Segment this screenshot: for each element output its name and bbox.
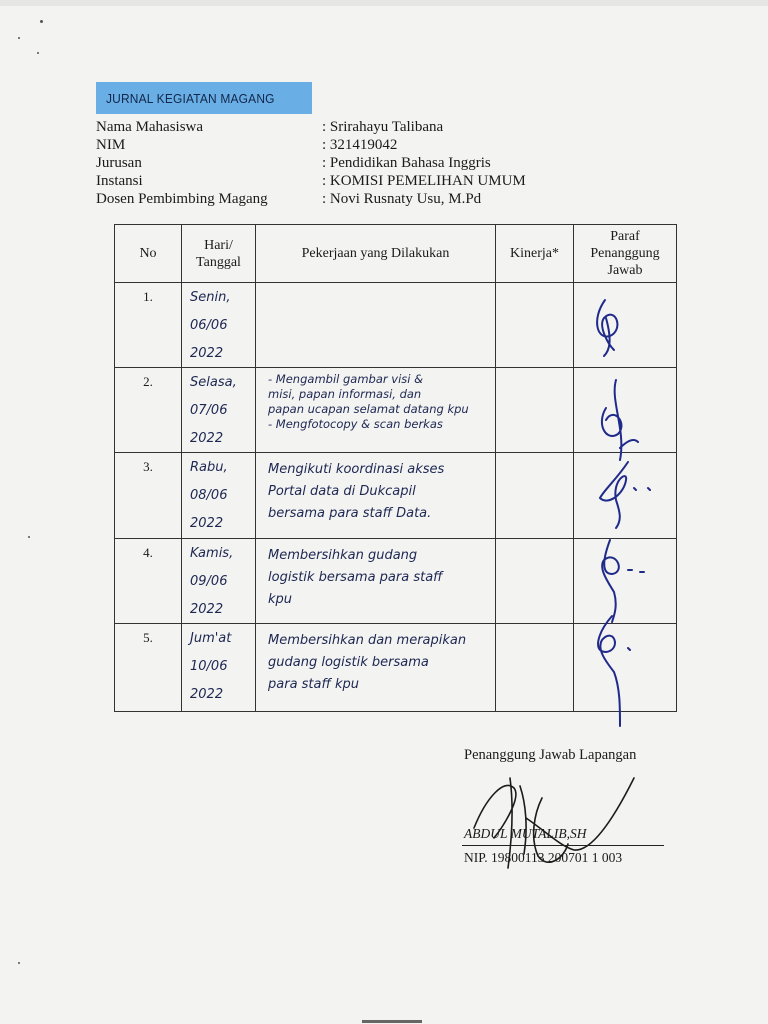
info-label: Nama Mahasiswa — [96, 119, 204, 135]
row-date-cell — [182, 624, 256, 712]
row-year: 2022 — [190, 346, 224, 361]
row-date: 07/06 — [190, 403, 228, 418]
row-work-cell — [256, 539, 496, 624]
journal-title-banner — [96, 82, 312, 114]
header-paraf-line1: Paraf — [610, 229, 640, 244]
row-date: 08/06 — [190, 488, 228, 503]
scan-bottom-mark — [362, 1020, 422, 1023]
signature-block — [464, 746, 704, 865]
row-day: Jum'at — [190, 631, 232, 646]
table-row — [115, 539, 677, 624]
info-row — [96, 154, 576, 172]
row-year: 2022 — [190, 516, 224, 531]
journal-title: JURNAL KEGIATAN MAGANG — [106, 90, 275, 106]
header-performance: Kinerja* — [496, 225, 574, 283]
info-value: : Novi Rusnaty Usu, M.Pd — [322, 191, 482, 207]
work-line: bersama para staff Data. — [268, 506, 432, 521]
info-value: : Srirahayu Talibana — [322, 119, 444, 135]
row-year: 2022 — [190, 431, 224, 446]
row-date: 06/06 — [190, 318, 228, 333]
info-row — [96, 118, 576, 136]
header-paraf — [574, 225, 677, 283]
work-line: misi, papan informasi, dan — [268, 387, 422, 401]
row-number: 1. — [115, 283, 182, 368]
row-work-text — [256, 624, 495, 696]
row-paraf-cell — [574, 624, 677, 712]
info-value: : KOMISI PEMELIHAN UMUM — [322, 173, 526, 189]
row-work-cell — [256, 624, 496, 712]
scan-speck — [18, 37, 20, 39]
info-row — [96, 172, 576, 190]
row-day: Senin, — [190, 290, 231, 305]
scan-speck — [28, 536, 30, 538]
student-info-block — [96, 118, 576, 208]
row-number: 2. — [115, 368, 182, 453]
row-paraf-cell — [574, 283, 677, 368]
info-label: Instansi — [96, 173, 143, 189]
row-work-cell — [256, 283, 496, 368]
activity-table — [114, 224, 677, 712]
info-value: : 321419042 — [322, 137, 398, 153]
row-date: 09/06 — [190, 574, 228, 589]
row-year: 2022 — [190, 602, 224, 617]
header-date — [182, 225, 256, 283]
row-day: Rabu, — [190, 460, 228, 475]
row-performance-cell — [496, 624, 574, 712]
info-label: Jurusan — [96, 155, 142, 171]
row-number: 5. — [115, 624, 182, 712]
info-row — [96, 190, 576, 208]
signature-rule — [462, 845, 664, 846]
header-paraf-line3: Jawab — [607, 263, 643, 278]
row-performance-cell — [496, 539, 574, 624]
table-row — [115, 283, 677, 368]
work-line: Membersihkan dan merapikan — [268, 633, 467, 648]
row-day: Kamis, — [190, 546, 234, 561]
row-date-cell — [182, 453, 256, 539]
info-label: NIM — [96, 137, 126, 153]
row-work-text — [256, 539, 495, 611]
row-date-cell — [182, 539, 256, 624]
row-work-cell — [256, 368, 496, 453]
signature-name: ABDUL MUTALIB,SH — [464, 826, 587, 841]
header-date-line1: Hari/ — [204, 237, 233, 253]
table-header-row — [115, 225, 677, 283]
info-label: Dosen Pembimbing Magang — [96, 191, 268, 207]
scan-speck — [18, 962, 20, 964]
scan-speck — [37, 52, 39, 54]
row-work-text — [256, 453, 495, 525]
work-line: gudang logistik bersama — [268, 655, 429, 670]
work-line: logistik bersama para staff — [268, 570, 443, 585]
row-number: 4. — [115, 539, 182, 624]
row-performance-cell — [496, 283, 574, 368]
header-date-line2: Tanggal — [196, 254, 241, 270]
row-paraf-cell — [574, 539, 677, 624]
row-work-text — [256, 283, 495, 289]
row-date: 10/06 — [190, 659, 228, 674]
work-line: - Mengfotocopy & scan berkas — [268, 417, 443, 431]
work-line: papan ucapan selamat datang kpu — [268, 402, 469, 416]
row-work-cell — [256, 453, 496, 539]
work-line: Membersihkan gudang — [268, 548, 418, 563]
header-paraf-line2: Penanggung — [590, 246, 660, 261]
table-row — [115, 624, 677, 712]
header-work: Pekerjaan yang Dilakukan — [256, 225, 496, 283]
info-value: : Pendidikan Bahasa Inggris — [322, 155, 491, 171]
row-date-cell — [182, 283, 256, 368]
scan-speck — [40, 20, 43, 23]
header-no: No — [115, 225, 182, 283]
row-day: Selasa, — [190, 375, 237, 390]
info-row — [96, 136, 576, 154]
row-work-text — [256, 368, 495, 432]
signature-title: Penanggung Jawab Lapangan — [464, 747, 637, 763]
row-paraf-cell — [574, 453, 677, 539]
row-number: 3. — [115, 453, 182, 539]
row-year: 2022 — [190, 687, 224, 702]
scan-edge — [0, 0, 768, 6]
row-performance-cell — [496, 453, 574, 539]
work-line: kpu — [268, 592, 293, 607]
table-row — [115, 453, 677, 539]
row-date-cell — [182, 368, 256, 453]
work-line: Portal data di Dukcapil — [268, 484, 416, 499]
row-paraf-cell — [574, 368, 677, 453]
work-line: para staff kpu — [268, 677, 360, 692]
work-line: - Mengambil gambar visi & — [268, 372, 424, 386]
work-line: Mengikuti koordinasi akses — [268, 462, 445, 477]
table-row — [115, 368, 677, 453]
signature-nip: NIP. 19800113 200701 1 003 — [464, 850, 623, 865]
row-performance-cell — [496, 368, 574, 453]
